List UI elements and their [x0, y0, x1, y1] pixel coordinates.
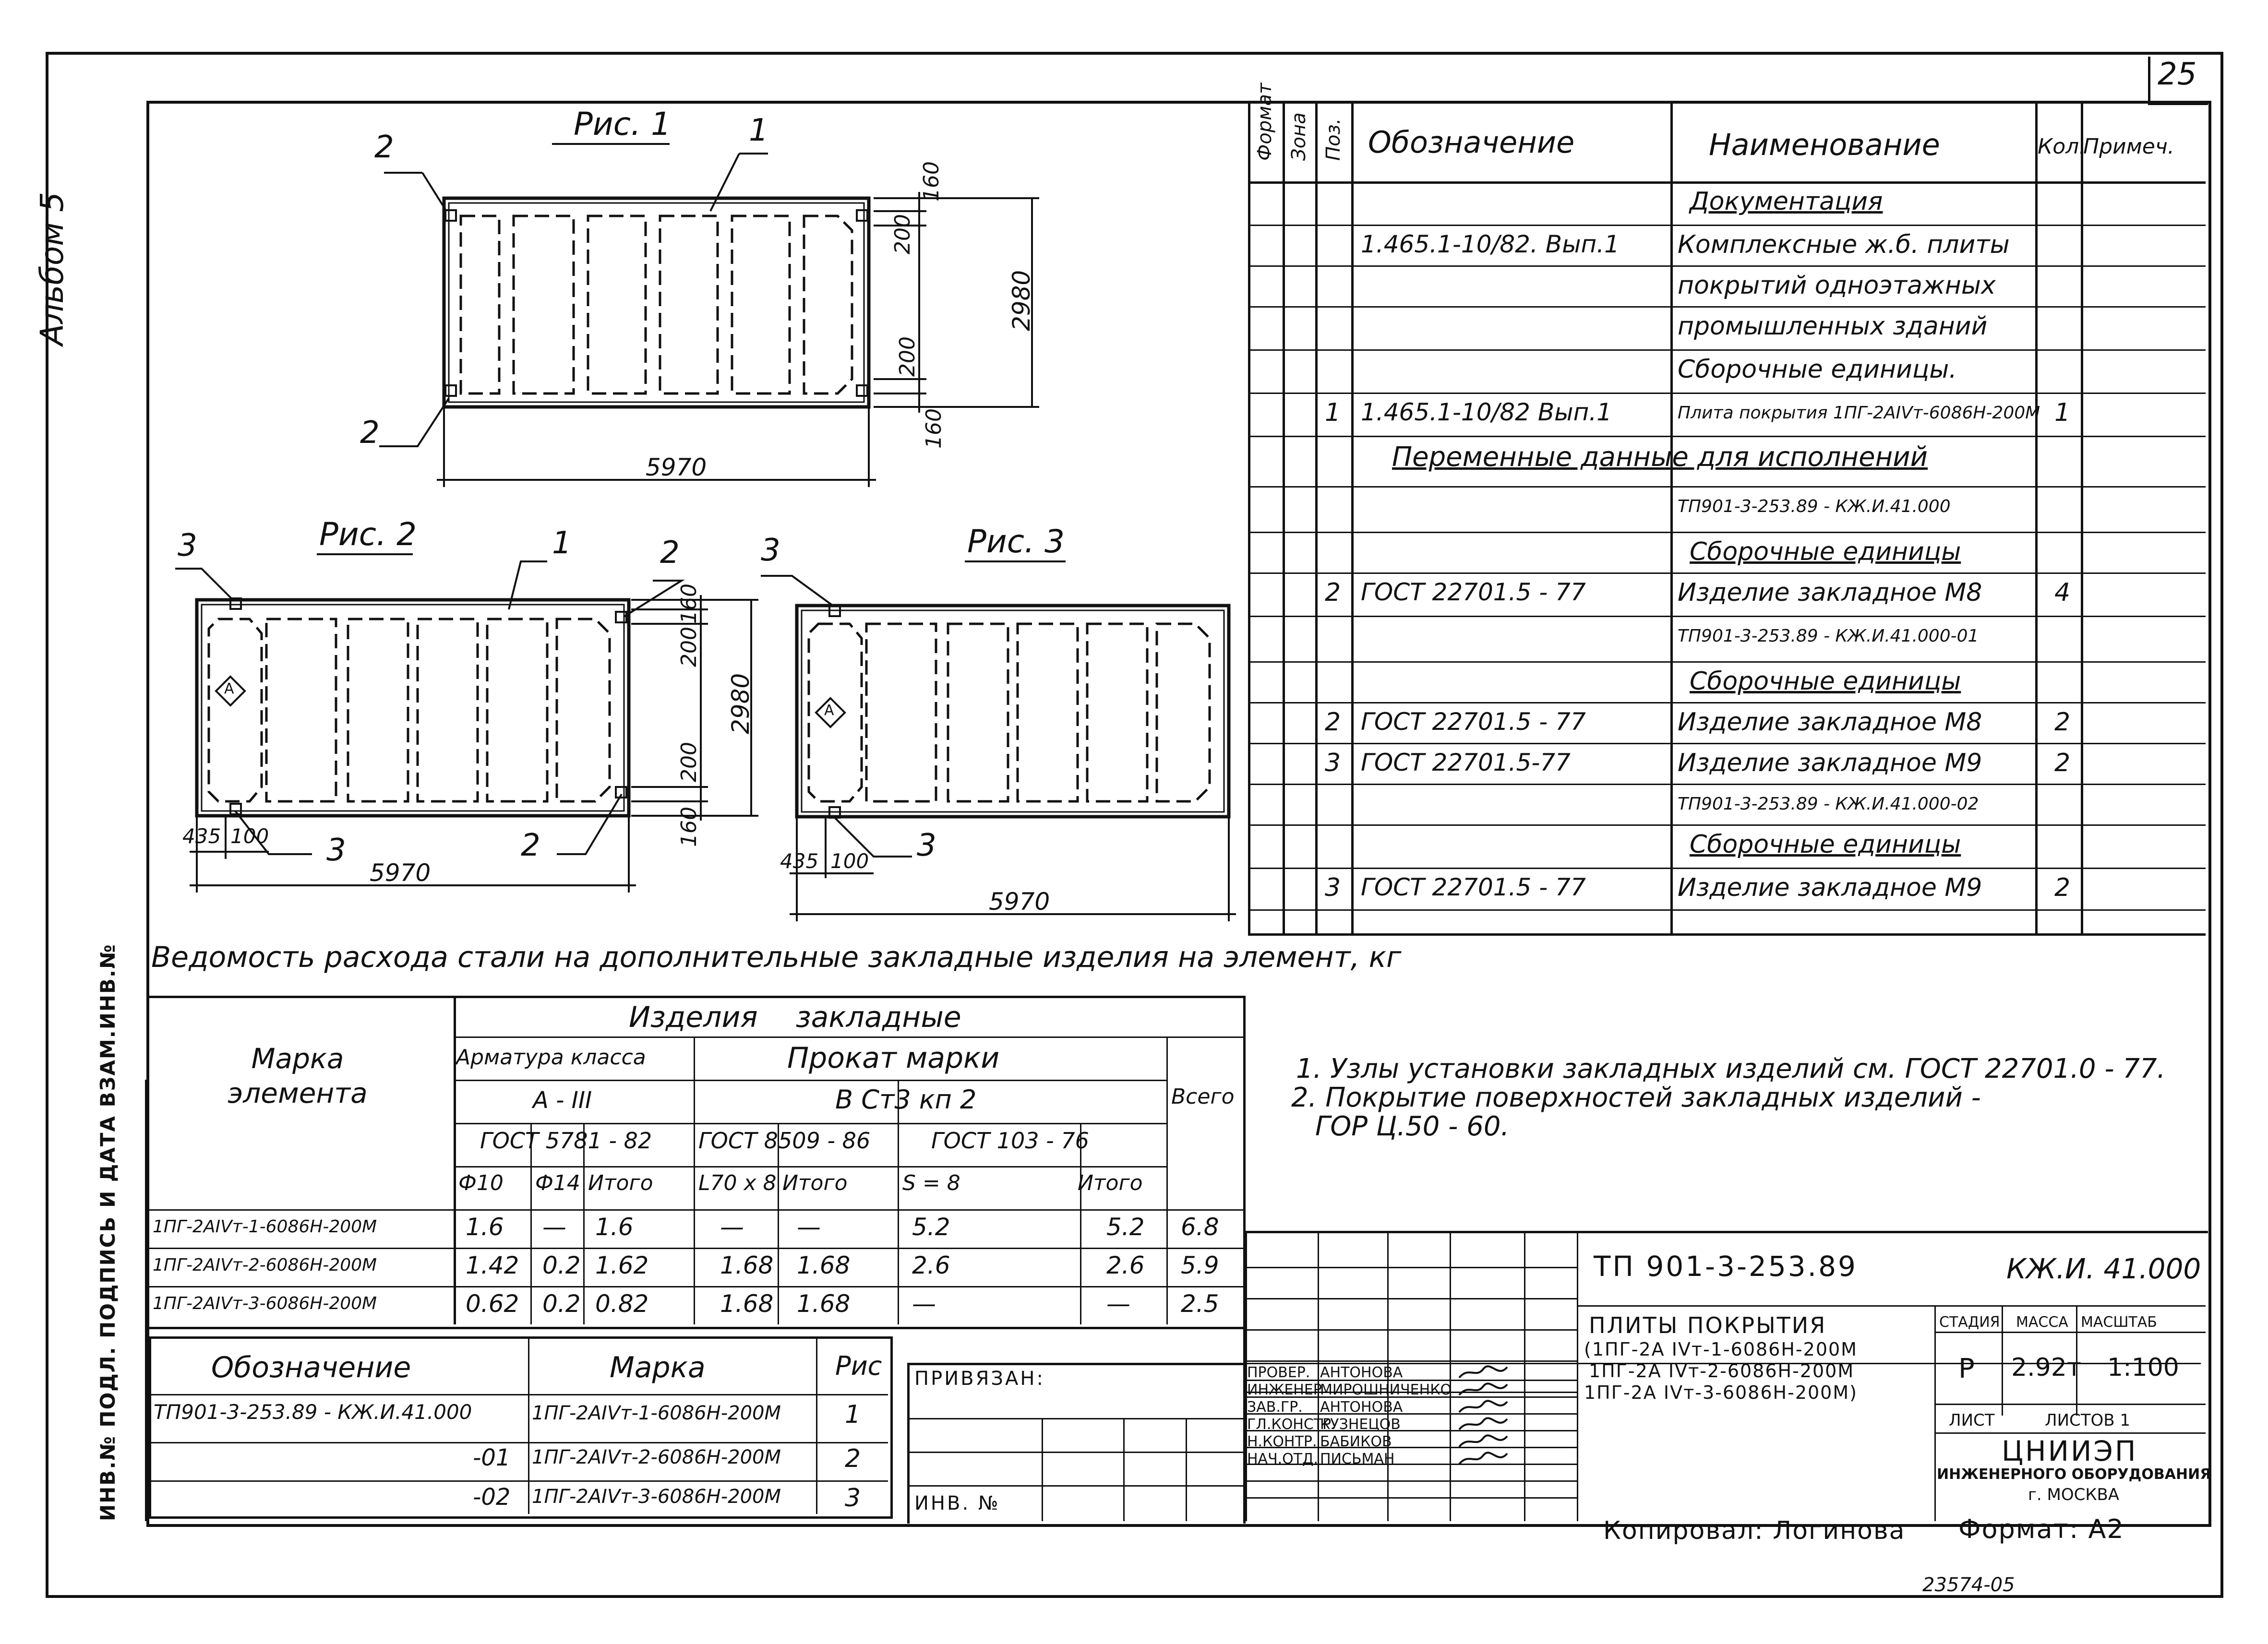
steel-row-value: —	[542, 1213, 566, 1241]
spec-row-line	[1248, 436, 2206, 437]
bottom-number: 23574-05	[1922, 1574, 2015, 1596]
fig1-dim-length: 5970	[646, 453, 707, 481]
tb-vline	[1934, 1305, 1936, 1521]
steel-row-value: 1.68	[720, 1251, 774, 1279]
marks-mark: 1ПГ-2АIVт-3-6086Н-200М	[532, 1486, 781, 1508]
spec-row-line	[1248, 532, 2206, 533]
marks-hline	[149, 1442, 888, 1443]
fig2-dim-100: 100	[230, 824, 269, 848]
marks-designation: -01	[473, 1444, 511, 1471]
steel-h-vst: В Ст3 кп 2	[835, 1084, 977, 1115]
spec-name: Сборочные единицы	[1690, 667, 1961, 696]
spec-name: Комплексные ж.б. плиты	[1678, 230, 2010, 259]
fig3-dim-length: 5970	[989, 888, 1050, 916]
tb-person: ПИСЬМАН	[1320, 1451, 1395, 1467]
tb-linked: ПРИВЯЗАН:	[914, 1368, 1045, 1390]
fig3-dim-435: 435	[780, 849, 819, 873]
fig2-dim-435: 435	[182, 824, 221, 848]
tb-scale-h: МАСШТАБ	[2081, 1314, 2157, 1331]
tb-sheets-h: ЛИСТОВ 1	[2045, 1411, 2131, 1430]
marks-vline	[816, 1339, 817, 1514]
steel-hline	[454, 1123, 1166, 1124]
tb-role: ГЛ.КОНСТР.	[1247, 1416, 1336, 1433]
fig3-marker: А	[824, 702, 834, 719]
spec-h-zone: Зона	[1288, 112, 1310, 161]
spec-row-line	[1248, 784, 2206, 785]
steel-row-value: 5.2	[1106, 1213, 1145, 1241]
spec-name: Плита покрытия 1ПГ-2АIVт-6086Н-200М	[1678, 403, 2040, 423]
signature-mark	[1457, 1433, 1510, 1450]
tb-scale: 1:100	[2107, 1353, 2179, 1382]
spec-designation: 1.465.1-10/82. Вып.1	[1361, 230, 1620, 258]
steel-row-mark: 1ПГ-2АIVт-2-6086Н-200М	[153, 1255, 377, 1275]
steel-h-mark: Марка элемента	[228, 1042, 368, 1109]
spec-qty: 1	[2054, 398, 2071, 427]
marks-hline	[149, 1480, 888, 1482]
marks-h-mark: Марка	[610, 1351, 706, 1384]
spec-name: Изделие закладное М8	[1678, 578, 1982, 607]
tb-project: ТП 901-3-253.89	[1594, 1250, 1858, 1283]
spec-row-line	[1248, 824, 2206, 826]
spec-h-name: Наименование	[1709, 127, 1940, 162]
spec-h-pos: Поз.	[1322, 118, 1344, 161]
fig2-dim-length: 5970	[370, 859, 431, 887]
steel-row-value: 1.42	[466, 1251, 519, 1279]
tb-hline	[1934, 1332, 2206, 1333]
steel-h-rolled: Прокат марки	[787, 1041, 1000, 1075]
format-note: Формат: А2	[1958, 1514, 2124, 1544]
tb-title-3: 1ПГ-2А IVт-2-6086Н-200М	[1589, 1360, 1855, 1382]
spec-row-line	[1248, 743, 2206, 744]
tb-role: ЗАВ.ГР.	[1247, 1399, 1303, 1416]
spec-qty: 2	[2054, 708, 2071, 737]
marks-mark: 1ПГ-2АIVт-2-6086Н-200М	[532, 1446, 781, 1468]
spec-row-line	[1248, 225, 2206, 226]
tb-hline	[1934, 1432, 2206, 1434]
note-1: 1. Узлы установки закладных изделий см. ГОСТ 22701.0 - 77.	[1296, 1053, 2166, 1084]
fig1-plate-inner	[449, 203, 864, 402]
steel-sub-header: Итого	[782, 1171, 848, 1195]
steel-sub-header: Итого	[1078, 1171, 1143, 1195]
fig1-label-2b: 2	[360, 415, 380, 451]
tb-org: ЦНИИЭП	[2002, 1435, 2138, 1467]
fig2-label-3a: 3	[178, 528, 197, 563]
steel-title: Ведомость расхода стали на дополнительные закладные изделия на элемент, кг	[151, 941, 1402, 974]
tb-role: НАЧ.ОТД.	[1247, 1451, 1319, 1467]
tb-mass-h: МАССА	[2016, 1314, 2068, 1331]
svg-text:2980: 2980	[727, 673, 755, 734]
fig3-label-3a: 3	[761, 533, 780, 568]
tb-vline	[2002, 1305, 2003, 1416]
spec-name: Сборочные единицы.	[1678, 355, 1957, 384]
svg-text:160: 160	[677, 584, 701, 624]
tb-title-2: (1ПГ-2А IVт-1-6086Н-200М	[1584, 1339, 1858, 1360]
fig1-dim-bottom: 160	[922, 408, 946, 449]
marks-h-fig: Рис	[835, 1351, 882, 1381]
tb-hline	[907, 1418, 1243, 1419]
steel-h-gost2: ГОСТ 8509 - 86	[698, 1128, 871, 1154]
steel-row-value: 1.6	[595, 1213, 634, 1241]
steel-row-value: —	[797, 1213, 821, 1241]
spec-name: покрытий одноэтажных	[1678, 271, 1996, 300]
tb-hline	[907, 1485, 1243, 1487]
steel-row-value: 1.68	[720, 1290, 774, 1318]
tb-person: КУЗНЕЦОВ	[1320, 1416, 1401, 1433]
fig2-title: Рис. 2	[319, 516, 417, 553]
tb-hline	[1246, 1497, 1577, 1499]
tb-person: АНТОНОВА	[1320, 1399, 1403, 1416]
side-stamp: ИНВ.№ ПОДЛ. ПОДПИСЬ И ДАТА ВЗАМ.ИНВ.№	[96, 943, 120, 1521]
tb-mass: 2.92т	[2011, 1353, 2082, 1382]
tb-hline	[1934, 1404, 2206, 1405]
steel-row-value: 0.62	[466, 1290, 519, 1318]
steel-h-gost1: ГОСТ 5781 - 82	[480, 1128, 652, 1154]
steel-row-value: 5.2	[912, 1213, 950, 1241]
tb-stage-h: СТАДИЯ	[1939, 1314, 2000, 1331]
note-2: 2. Покрытие поверхностей закладных изделий -	[1291, 1082, 1981, 1113]
tb-vline	[1450, 1231, 1451, 1521]
spec-name: Сборочные единицы	[1690, 830, 1961, 859]
steel-row-value: —	[720, 1213, 744, 1241]
spec-pos: 2	[1325, 708, 1341, 737]
tb-vline	[1524, 1231, 1525, 1521]
signature-mark	[1457, 1382, 1510, 1398]
tb-vline	[1042, 1418, 1043, 1521]
spec-h-designation: Обозначение	[1368, 125, 1575, 160]
steel-hline	[149, 1209, 1243, 1211]
spec-row-line	[1248, 572, 2206, 574]
signature-mark	[1457, 1364, 1510, 1381]
tb-hline	[1246, 1360, 1577, 1362]
steel-row-value: 1.62	[595, 1251, 649, 1279]
marks-h-designation: Обозначение	[211, 1351, 411, 1384]
steel-hline	[454, 1080, 1166, 1081]
spec-row-line	[1248, 702, 2206, 703]
signature-mark	[1457, 1451, 1510, 1467]
tb-person: БАБИКОВ	[1320, 1433, 1392, 1450]
sheet-number: 25	[2158, 57, 2197, 92]
tb-stage: Р	[1958, 1353, 1975, 1384]
fig2-marker: А	[224, 680, 234, 697]
spec-row-line	[1248, 868, 2206, 869]
tb-code: КЖ.И. 41.000	[2006, 1252, 2201, 1285]
spec-row-line	[1248, 486, 2206, 488]
marks-fig: 2	[845, 1444, 861, 1473]
steel-hline	[454, 1036, 1243, 1038]
marks-mark: 1ПГ-2АIVт-1-6086Н-200М	[532, 1402, 781, 1424]
svg-text:160: 160	[677, 807, 701, 847]
spec-name: Изделие закладное М8	[1678, 708, 1982, 737]
steel-sub-header: Итого	[588, 1171, 653, 1195]
steel-row-value: 5.9	[1181, 1251, 1219, 1279]
spec-row-line	[1248, 661, 2206, 663]
album-label: Альбом 5	[34, 191, 71, 345]
spec-name: ТП901-3-253.89 - КЖ.И.41.000-01	[1678, 626, 1979, 646]
steel-row-mark: 1ПГ-2АIVт-1-6086Н-200М	[153, 1217, 377, 1237]
tb-role: Н.КОНТР.	[1247, 1433, 1317, 1450]
tb-hline	[907, 1452, 1243, 1453]
steel-hline	[149, 1286, 1243, 1287]
steel-sub-header: L70 x 8	[698, 1171, 777, 1195]
spec-pos: 3	[1325, 749, 1341, 777]
marks-fig: 1	[845, 1400, 861, 1429]
steel-row-value: 2.5	[1181, 1290, 1219, 1318]
fig3-title: Рис. 3	[967, 523, 1065, 560]
tb-person: МИРОШНИЧЕНКО	[1320, 1382, 1452, 1398]
spec-row-line	[1248, 616, 2206, 617]
tb-title-1: ПЛИТЫ ПОКРЫТИЯ	[1589, 1312, 1827, 1338]
tb-hline	[1246, 1298, 1577, 1299]
steel-row-value: 6.8	[1181, 1213, 1219, 1241]
spec-pos: 3	[1325, 873, 1341, 902]
spec-designation: ГОСТ 22701.5 - 77	[1361, 708, 1586, 736]
tb-vline	[1577, 1231, 1578, 1521]
steel-hline	[454, 1166, 1166, 1167]
spec-name: промышленных зданий	[1678, 312, 1988, 341]
spec-name: ТП901-3-253.89 - КЖ.И.41.000	[1678, 497, 1951, 516]
marks-fig: 3	[845, 1484, 861, 1513]
steel-row-value: 0.82	[595, 1290, 649, 1318]
steel-h-total: Всего	[1171, 1084, 1235, 1109]
note-3: ГОР Ц.50 - 60.	[1315, 1111, 1510, 1142]
spec-qty: 4	[2054, 578, 2071, 607]
fig1-dim-bottom2: 200	[895, 336, 920, 377]
steel-row-value: 0.2	[542, 1251, 581, 1279]
spec-name: ТП901-3-253.89 - КЖ.И.41.000-02	[1678, 794, 1979, 814]
fig2-label-2b: 2	[521, 828, 540, 863]
spec-designation: ГОСТ 22701.5-77	[1361, 749, 1571, 776]
signature-mark	[1457, 1399, 1510, 1415]
spec-designation: ГОСТ 22701.5 - 77	[1361, 578, 1586, 606]
marks-designation: ТП901-3-253.89 - КЖ.И.41.000	[154, 1400, 472, 1424]
steel-vline	[694, 1123, 695, 1324]
steel-h-armature: Арматура класса	[456, 1045, 646, 1070]
steel-sub-header: Ф10	[458, 1171, 504, 1195]
tb-org3: г. МОСКВА	[2028, 1485, 2120, 1504]
spec-h-format: Формат	[1254, 83, 1276, 161]
spec-designation: 1.465.1-10/82 Вып.1	[1361, 398, 1612, 426]
fig2-label-1: 1	[552, 525, 572, 561]
steel-row-value: 1.68	[797, 1290, 851, 1318]
spec-name: Сборочные единицы	[1690, 537, 1961, 566]
steel-vline	[898, 1123, 899, 1324]
marks-hline	[149, 1394, 888, 1395]
steel-sub-header: Ф14	[535, 1171, 580, 1195]
steel-row-value: 2.6	[1106, 1251, 1145, 1279]
steel-vline	[1166, 1036, 1168, 1324]
tb-role: ПРОВЕР.	[1247, 1364, 1310, 1381]
fig1-dim-top: 160	[919, 161, 944, 202]
steel-row-value: —	[912, 1290, 936, 1318]
steel-sub-header: S = 8	[902, 1171, 960, 1195]
marks-designation: -02	[473, 1484, 511, 1511]
tb-vline	[1318, 1231, 1319, 1521]
tb-org2: ИНЖЕНЕРНОГО ОБОРУДОВАНИЯ	[1937, 1466, 2211, 1483]
svg-text:200: 200	[677, 627, 701, 667]
marks-vline	[528, 1339, 529, 1514]
spec-h-note: Примеч.	[2083, 134, 2174, 159]
spec-designation: ГОСТ 22701.5 - 77	[1361, 873, 1586, 901]
steel-row-value: 2.6	[912, 1251, 950, 1279]
spec-row-line	[1248, 349, 2206, 351]
tb-hline	[1246, 1267, 1577, 1268]
spec-name: Изделие закладное М9	[1678, 873, 1982, 902]
tb-hline	[1577, 1305, 2206, 1307]
steel-h-products: Изделия закладные	[629, 1001, 961, 1034]
spec-row-line	[1248, 393, 2206, 394]
tb-title-4: 1ПГ-2А IVт-3-6086Н-200М)	[1584, 1382, 1858, 1403]
spec-row-line	[1248, 181, 2206, 183]
spec-pos: 1	[1325, 398, 1341, 427]
steel-hline	[149, 1248, 1243, 1249]
tb-sheet-h: ЛИСТ	[1949, 1411, 1995, 1430]
tb-hline	[1246, 1329, 1577, 1331]
spec-name: Переменные данные для исполнений	[1392, 441, 1928, 473]
tb-hline	[1246, 1480, 1577, 1482]
fig2-label-3b: 3	[326, 833, 346, 868]
steel-row-value: 1.6	[466, 1213, 504, 1241]
copy-note: Копировал: Логинова	[1603, 1516, 1906, 1545]
spec-pos: 2	[1325, 578, 1341, 607]
fig3-label-3b: 3	[917, 828, 936, 863]
fig1-label-2a: 2	[374, 130, 394, 165]
tb-inv: ИНВ. №	[914, 1492, 1000, 1514]
fig1-title: Рис. 1	[574, 106, 671, 143]
spec-row-line	[1248, 306, 2206, 308]
tb-vline	[1186, 1418, 1187, 1521]
spec-qty: 2	[2054, 749, 2071, 777]
fig2-label-2a: 2	[660, 535, 680, 571]
steel-h-gost3: ГОСТ 103 - 76	[931, 1128, 1089, 1154]
steel-row-value: 1.68	[797, 1251, 851, 1279]
fig3-dim-100: 100	[830, 849, 869, 873]
fig1-ribs	[461, 216, 852, 393]
steel-row-value: —	[1106, 1290, 1130, 1318]
tb-person: АНТОНОВА	[1320, 1364, 1403, 1381]
fig1-dim-top2: 200	[890, 214, 915, 254]
spec-name: Изделие закладное М9	[1678, 749, 1982, 777]
svg-text:200: 200	[677, 742, 701, 782]
signature-mark	[1457, 1416, 1510, 1432]
spec-row-line	[1248, 265, 2206, 267]
tb-role: ИНЖЕНЕР	[1247, 1382, 1322, 1398]
steel-row-mark: 1ПГ-2АIVт-3-6086Н-200М	[153, 1294, 377, 1313]
fig1-dim-height: 2980	[1008, 270, 1035, 331]
spec-row-line	[1248, 909, 2206, 911]
steel-h-a3: А - III	[533, 1087, 592, 1114]
spec-qty: 2	[2054, 873, 2071, 902]
fig1-label-1: 1	[749, 113, 768, 148]
spec-name: Документация	[1690, 187, 1883, 216]
tb-vline	[1123, 1418, 1125, 1521]
spec-h-qty: Кол.	[2038, 134, 2086, 159]
steel-row-value: 0.2	[542, 1290, 581, 1318]
